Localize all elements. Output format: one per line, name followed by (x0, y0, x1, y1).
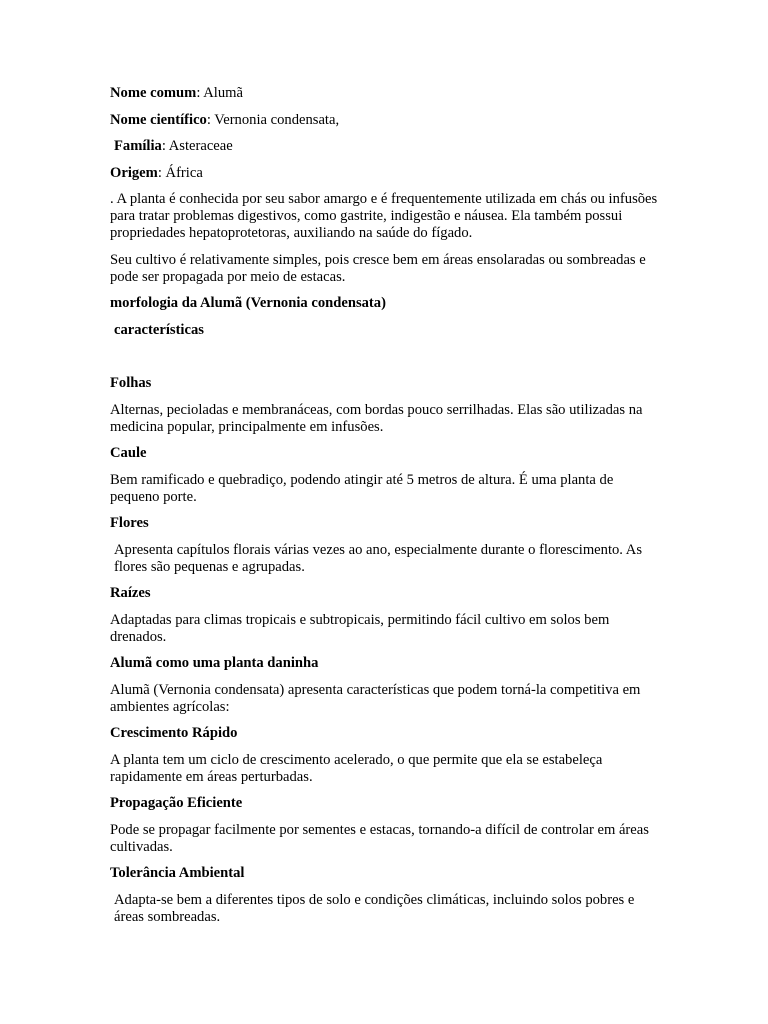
section-text-tolerancia: Adapta-se bem a diferentes tipos de solo e condições climáticas, incluindo solos pobres e áreas sombreadas. (114, 891, 635, 925)
section-heading-tolerancia: Tolerância Ambiental (110, 865, 245, 881)
field-family (110, 138, 660, 155)
morphology-heading: morfologia da Alumã (Vernonia condensata) (110, 295, 386, 311)
field-value: : Alumã (196, 85, 243, 101)
section-text-flores: Apresenta capítulos florais várias vezes ao ano, especialmente durante o florescimento. As flores são pequenas e agrupadas. (114, 541, 643, 575)
field-value: : Asteraceae (161, 138, 233, 154)
section-heading-crescimento: Crescimento Rápido (110, 725, 238, 741)
section-heading-folhas: Folhas (110, 375, 152, 391)
field-label: Família (114, 138, 162, 154)
section-heading-flores: Flores (110, 515, 149, 531)
field-value: : Vernonia condensata, (206, 111, 340, 128)
blank-line (110, 348, 660, 375)
section-heading-propagacao: Propagação Eficiente (110, 795, 243, 811)
field-value: : África (157, 164, 203, 181)
field-scientific-name (110, 112, 660, 129)
field-label: Origem (110, 164, 158, 181)
section-heading-planta-daninha: Alumã como uma planta daninha (110, 655, 319, 671)
field-label: Nome científico (110, 111, 207, 128)
section-heading-caule: Caule (110, 445, 147, 461)
section-text-planta-daninha: Alumã (Vernonia condensata) apresenta características que podem torná-la competitiva em ambientes agrícolas: (110, 681, 641, 715)
intro-paragraph: . A planta é conhecida por seu sabor amargo e é frequentemente utilizada em chás ou infusões para tratar problemas digestivos, como gastrite, indigestão e náusea. Ela também possui propriedades hepatoprotetoras, auxiliando na saúde do fígado. (110, 191, 658, 241)
section-heading-raizes: Raízes (110, 585, 151, 601)
section-text-crescimento: A planta tem um ciclo de crescimento acelerado, o que permite que ela se estabeleça rapidamente em áreas perturbadas. (110, 751, 603, 785)
section-text-raizes: Adaptadas para climas tropicais e subtropicais, permitindo fácil cultivo em solos bem drenados. (110, 611, 610, 645)
characteristics-heading: características (114, 321, 204, 338)
section-text-folhas: Alternas, pecioladas e membranáceas, com bordas pouco serrilhadas. Elas são utilizadas na medicina popular, principalmente em infusões. (110, 401, 643, 435)
document-page (110, 85, 660, 935)
field-label: Nome comum (110, 85, 197, 101)
section-text-caule: Bem ramificado e quebradiço, podendo atingir até 5 metros de altura. É uma planta de pequeno porte. (110, 471, 614, 505)
cultivation-paragraph: Seu cultivo é relativamente simples, pois cresce bem em áreas ensolaradas ou sombreadas e pode ser propagada por meio de estacas. (110, 251, 646, 285)
field-common-name (110, 85, 660, 102)
section-text-propagacao: Pode se propagar facilmente por sementes e estacas, tornando-a difícil de controlar em áreas cultivadas. (110, 821, 649, 855)
field-origin (110, 165, 660, 182)
